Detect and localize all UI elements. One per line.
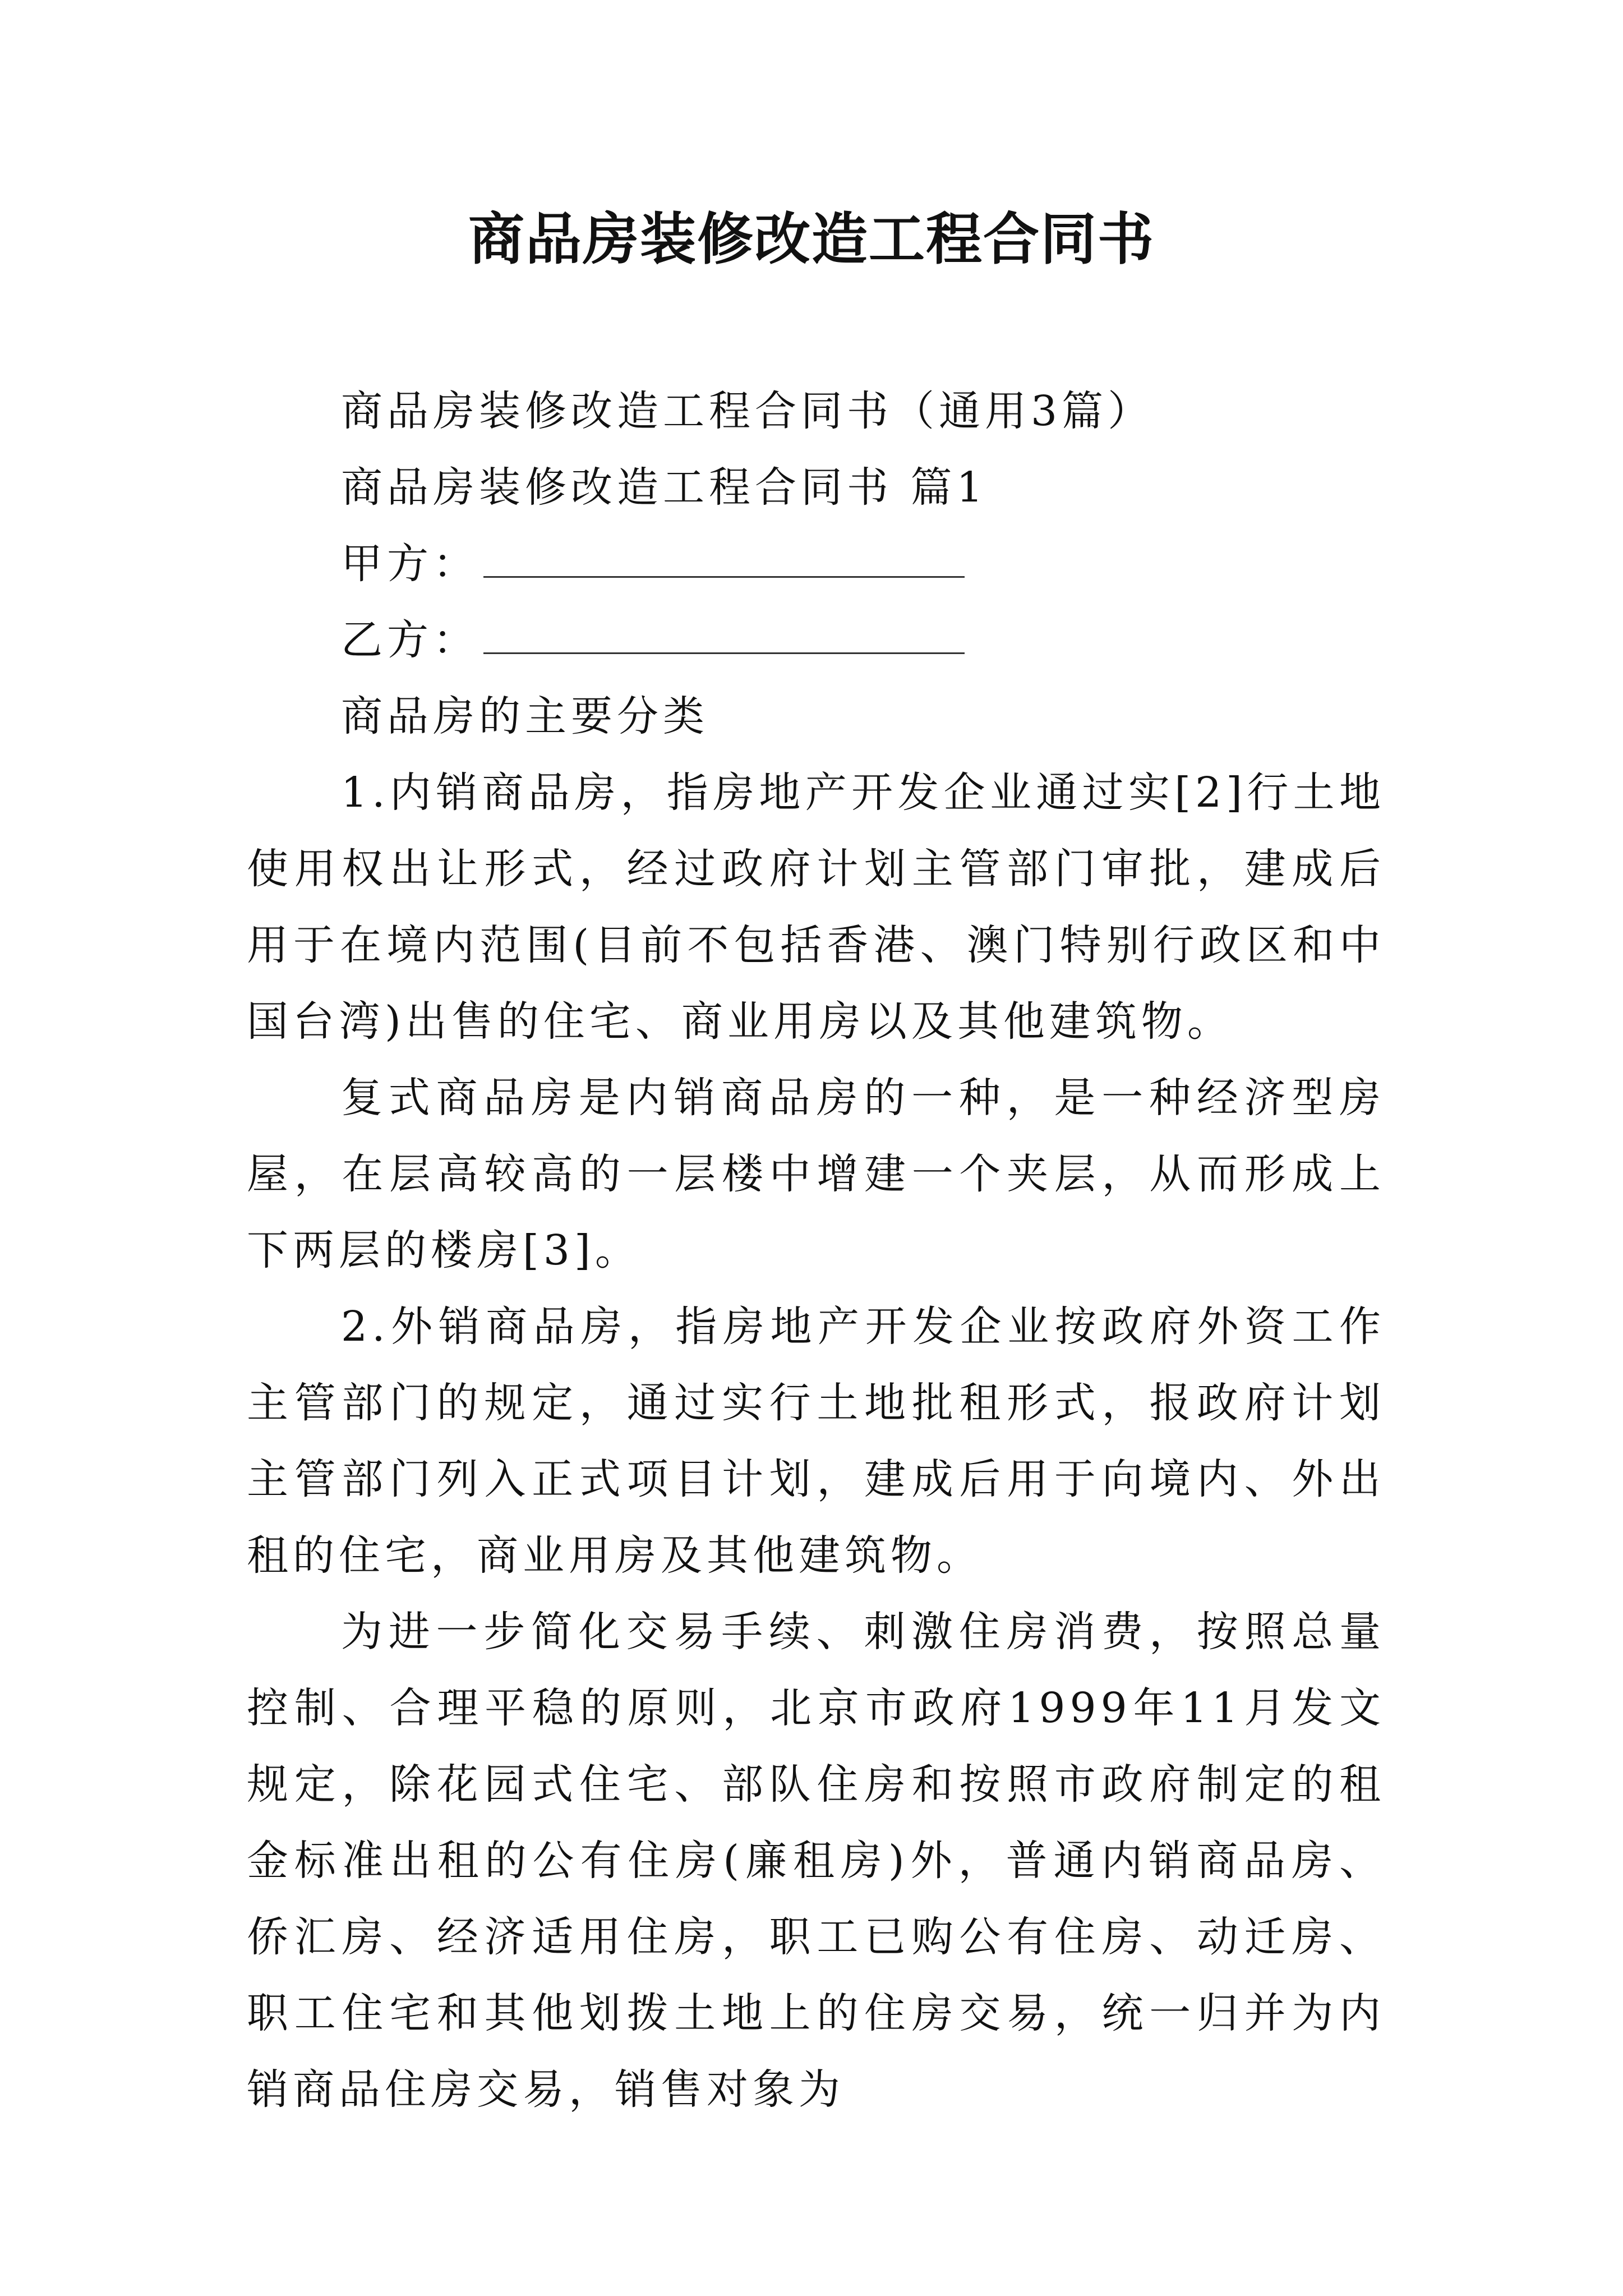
paragraph: 为进一步简化交易手续、刺激住房消费，按照总量控制、合理平稳的原则，北京市政府1999年11月发文规定，除花园式住宅、部队住房和按照市政府制定的租金标准出租的公有住房(廉租房)外，普通内销商品房、侨汇房、经济适用住房，职工已购公有住房、动迁房、职工住宅和其他划拨土地上的住房交易，统一归并为内销商品住房交易，销售对象为 xyxy=(247,1608,1385,2114)
party-b-label: 乙方： xyxy=(341,616,479,664)
paragraph: 2.外销商品房，指房地产开发企业按政府外资工作主管部门的规定，通过实行土地批租形式，报政府计划主管部门列入正式项目计划，建成后用于向境内、外出租的住宅，商业用房及其他建筑物。 xyxy=(247,1303,1385,1580)
document-subtitle: 商品房装修改造工程合同书（通用3篇） xyxy=(341,387,1154,435)
paragraph: 复式商品房是内销商品房的一种，是一种经济型房屋，在层高较高的一层楼中增建一个夹层，从而形成上下两层的楼房[3]。 xyxy=(247,1074,1385,1274)
party-b-blank xyxy=(483,613,965,654)
section-heading: 商品房装修改造工程合同书 篇1 xyxy=(341,463,988,512)
classification-heading: 商品房的主要分类 xyxy=(341,692,709,740)
party-b-line xyxy=(247,602,1385,678)
document-title: 商品房装修改造工程合同书 xyxy=(468,206,1155,272)
party-a-line xyxy=(247,526,1385,602)
party-a-blank xyxy=(483,537,965,578)
paragraph: 1.内销商品房，指房地产开发企业通过实[2]行土地使用权出让形式，经过政府计划主管部门审批，建成后用于在境内范围(目前不包括香港、澳门特别行政区和中国台湾)出售的住宅、商业用房以及其他建筑物。 xyxy=(247,769,1385,1046)
party-a-label: 甲方： xyxy=(341,540,479,588)
document-body xyxy=(247,373,1385,2128)
